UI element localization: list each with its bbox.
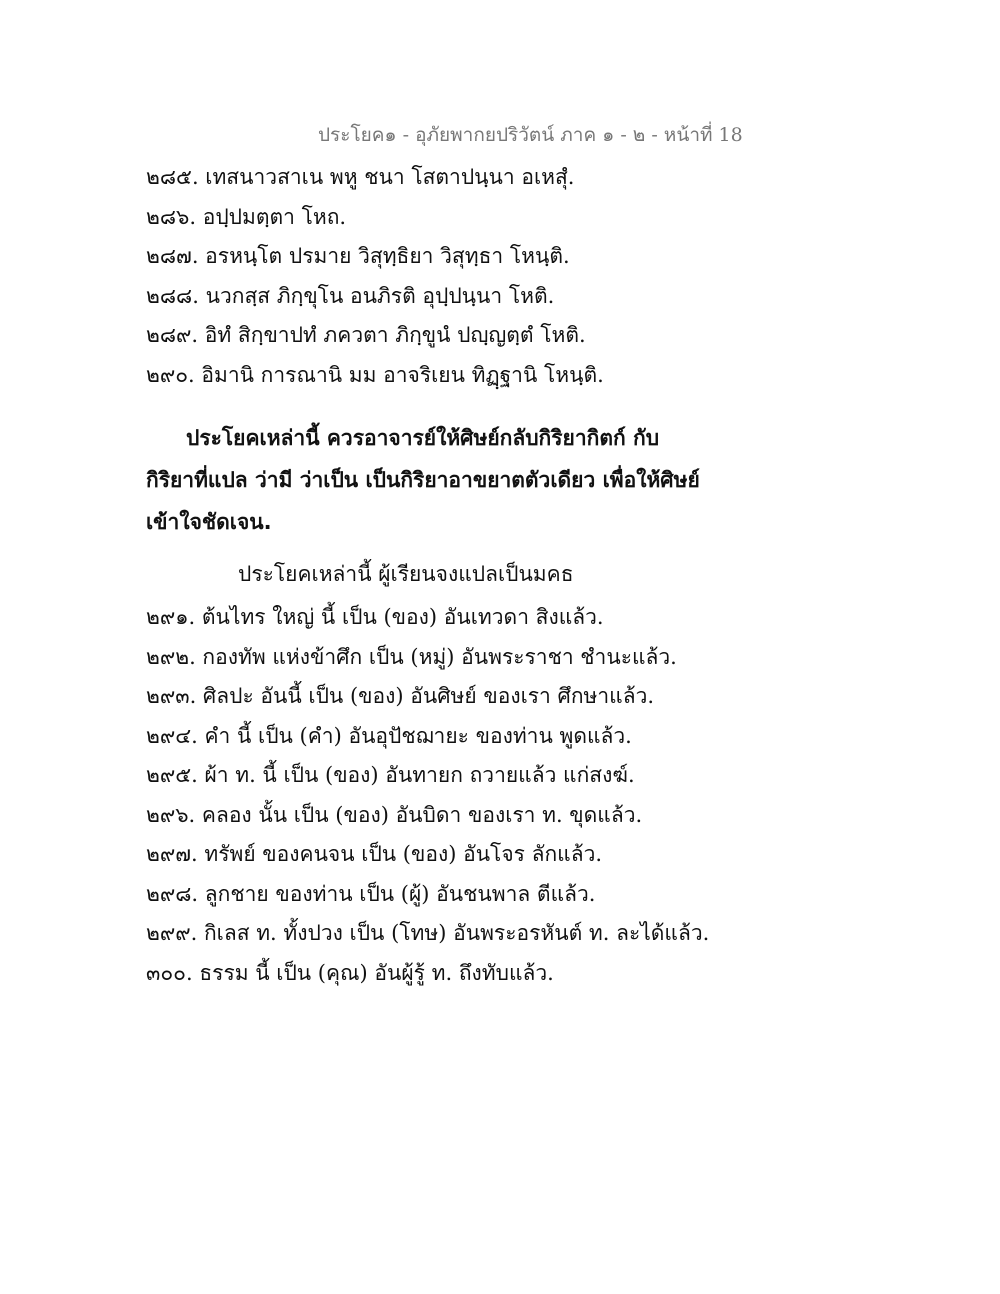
running-header: ประโยค๑ - อุภัยพากยปริวัตน์ ภาค ๑ - ๒ - หน้าที่ 18	[318, 124, 743, 146]
list-item: ๒๙๖. คลอง นั้น เป็น (ของ) อันบิดา ของเรา ท. ขุดแล้ว.	[146, 802, 643, 827]
list-item: ๒๙๕. ผ้า ท. นี้ เป็น (ของ) อันทายก ถวายแล้ว แก่สงฆ์.	[146, 763, 635, 787]
instruction-paragraph: ประโยคเหล่านี้ ควรอาจารย์ให้ศิษย์กลับกิริยากิตก์ กับกิริยาที่แปล ว่ามี ว่าเป็น เป็นกิริยาอาขยาตตัวเดียว เพื่อให้ศิษย์เข้าใจชัดเจน.	[146, 426, 700, 534]
thai-sentence-list	[146, 598, 846, 993]
list-item: ๒๘๙. อิทํ สิกฺขาปทํ ภควตา ภิกฺขูนํ ปญฺญตฺตํ โหติ.	[146, 323, 586, 347]
list-item: ๒๙๘. ลูกชาย ของท่าน เป็น (ผู้) อันชนพาล ตีแล้ว.	[146, 881, 596, 906]
list-item: ๒๘๕. เทสนาวสาเน พหู ชนา โสตาปนฺนา อเหสุํ.	[146, 165, 575, 189]
list-item: ๒๘๘. นวกสฺส ภิกฺขุโน อนภิรติ อุปฺปนฺนา โหติ.	[146, 283, 555, 308]
list-item: ๒๙๒. กองทัพ แห่งข้าศึก เป็น (หมู่) อันพระราชา ชำนะแล้ว.	[146, 644, 677, 669]
list-item: ๒๘๖. อปฺปมตฺตา โหถ.	[146, 204, 347, 229]
section-heading: ประโยคเหล่านี้ ผู้เรียนจงแปลเป็นมคธ	[238, 562, 574, 586]
list-item: ๒๙๔. คำ นี้ เป็น (คำ) อันอุปัชฌายะ ของท่าน พูดแล้ว.	[146, 723, 632, 748]
list-item: ๒๙๓. ศิลปะ อันนี้ เป็น (ของ) อันศิษย์ ของเรา ศึกษาแล้ว.	[146, 684, 655, 708]
list-item: ๒๙๐. อิมานิ การณานิ มม อาจริเยน ทิฏฺฐานิ โหนฺติ.	[146, 362, 604, 387]
list-item: ๒๙๑. ต้นไทร ใหญ่ นี้ เป็น (ของ) อันเทวดา สิงแล้ว.	[146, 605, 604, 629]
pali-sentence-list	[146, 158, 846, 395]
list-item: ๒๘๗. อรหนฺโต ปรมาย วิสุทฺธิยา วิสุทฺธา โหนฺติ.	[146, 244, 570, 268]
list-item: ๒๙๙. กิเลส ท. ทั้งปวง เป็น (โทษ) อันพระอรหันต์ ท. ละได้แล้ว.	[146, 921, 710, 945]
list-item: ๒๙๗. ทรัพย์ ของคนจน เป็น (ของ) อันโจร ลักแล้ว.	[146, 842, 603, 866]
list-item: ๓๐๐. ธรรม นี้ เป็น (คุณ) อันผู้รู้ ท. ถึงทับแล้ว.	[146, 960, 554, 985]
